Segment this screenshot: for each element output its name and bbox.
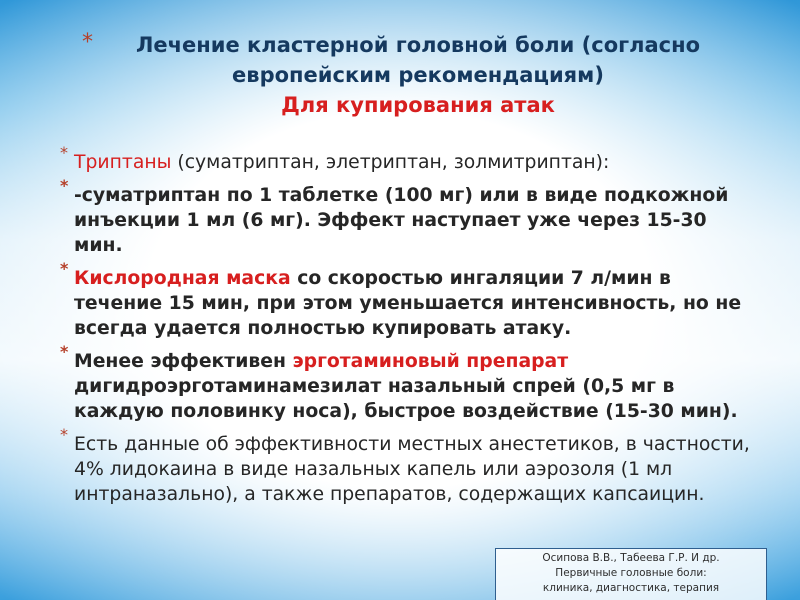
- citation-line-2: Первичные головные боли:: [555, 567, 707, 579]
- title-line-1: Лечение кластерной головной боли (согласно: [135, 33, 701, 57]
- bullet-oxygen-lead: Кислородная маска: [74, 268, 291, 289]
- bullet-ergotamine: [60, 342, 750, 424]
- citation-line-3: клиника, диагностика, терапия: [542, 582, 720, 594]
- citation-line-1: Осипова В.В., Табеева Г.Р. И др.: [542, 552, 720, 564]
- bullet-ergotamine-pre: Менее эффективен: [74, 351, 293, 372]
- bullet-ergotamine-text: дигидроэрготаминамезилат назальный спрей (0,5 мг в каждую половинку носа), быстрое воздействие (15-30 мин).: [74, 376, 738, 422]
- bullet-star-icon: *: [60, 143, 68, 162]
- title-block: [82, 30, 722, 120]
- title-star-icon: *: [82, 30, 93, 55]
- title-line-2: европейским рекомендациям): [232, 63, 604, 87]
- bullet-list: [60, 143, 750, 515]
- bullet-sumatriptan: [60, 176, 750, 258]
- bullet-star-icon: *: [60, 259, 69, 278]
- bullet-triptans-text: (суматриптан, элетриптан, золмитриптан):: [171, 152, 610, 173]
- citation-box: [495, 548, 767, 600]
- bullet-star-icon: *: [60, 342, 69, 361]
- bullet-triptans-lead: Триптаны: [74, 152, 172, 173]
- bullet-sumatriptan-text: -суматриптан по 1 таблетке (100 мг) или в виде подкожной инъекции 1 мл (6 мг). Эффект наступает уже через 15-30 мин.: [74, 185, 729, 256]
- bullet-star-icon: *: [60, 176, 69, 195]
- bullet-triptans: [60, 143, 750, 175]
- bullet-star-icon: *: [60, 425, 68, 444]
- bullet-oxygen: [60, 259, 750, 341]
- bullet-anesthetics-text: Есть данные об эффективности местных анестетиков, в частности, 4% лидокаина в виде назальных капель или аэрозоля (1 мл интраназально), а также препаратов, содержащих капсаицин.: [74, 434, 750, 505]
- bullet-anesthetics: [60, 425, 750, 507]
- bullet-oxygen-text: со скоростью ингаляции 7 л/мин в течение 15 мин, при этом уменьшается интенсивность, но не всегда удается полностью купировать атаку.: [74, 268, 742, 339]
- subtitle: Для купирования атак: [281, 93, 555, 117]
- bullet-ergotamine-highlight: эрготаминовый препарат: [292, 351, 569, 372]
